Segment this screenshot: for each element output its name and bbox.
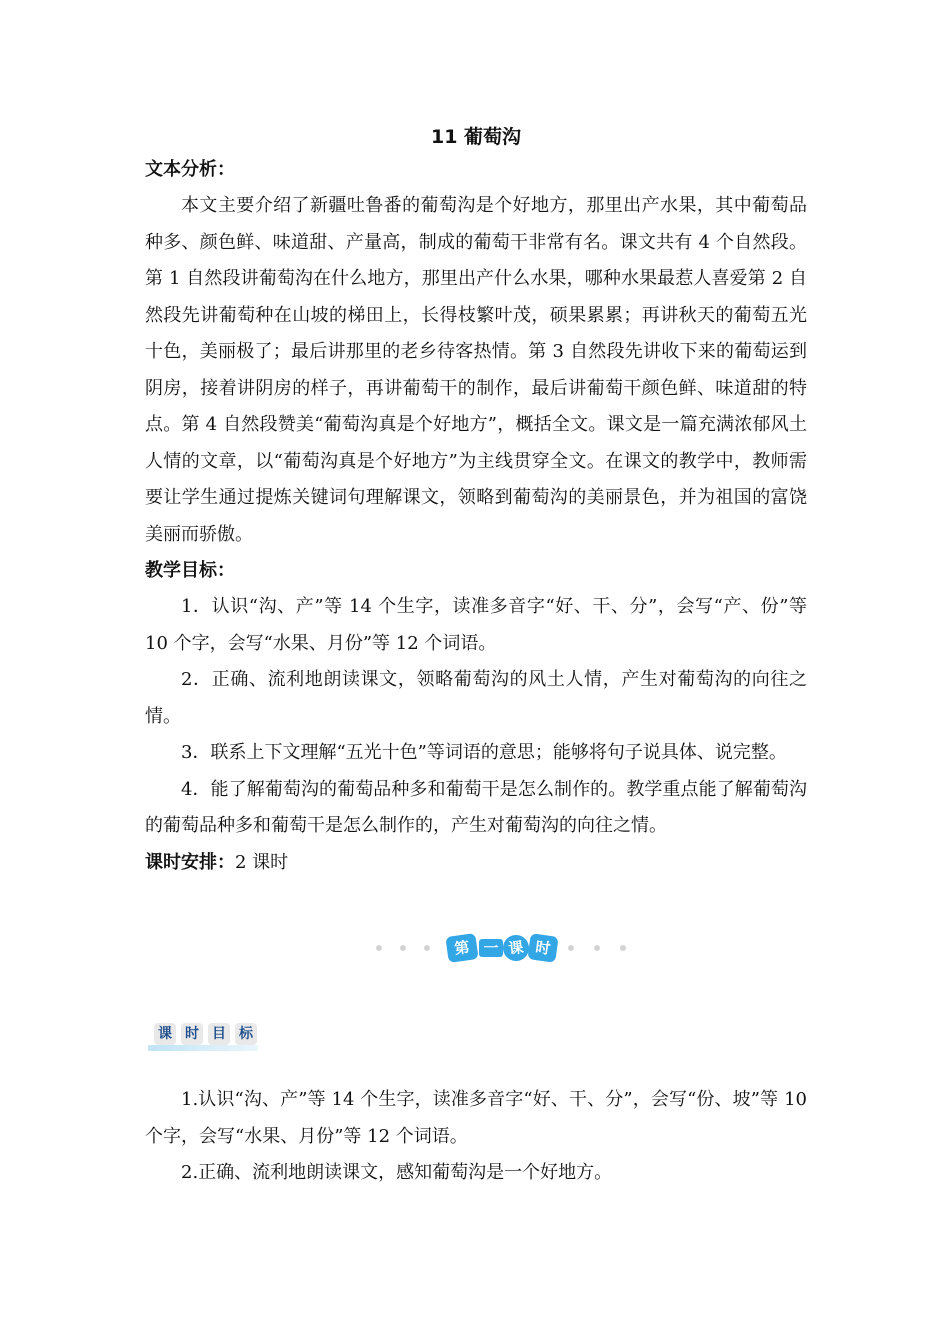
badge-char: 一 [479, 939, 503, 957]
divider-dot [376, 945, 382, 951]
schedule-label: 课时安排： [145, 851, 235, 873]
divider-dot [594, 945, 600, 951]
divider-dot [400, 945, 406, 951]
page-title: 11 葡萄沟 [430, 126, 522, 148]
lesson-goals [145, 1082, 807, 1192]
badge-char: 课 [501, 933, 530, 962]
text-analysis-heading: 文本分析： [145, 159, 235, 180]
badge-char: 第 [445, 933, 478, 963]
tag-char: 时 [181, 1023, 203, 1045]
badge-char: 时 [527, 933, 558, 963]
lesson-goal-item: 2.正确、流利地朗读课文，感知葡萄沟是一个好地方。 [181, 1162, 613, 1183]
divider-dot [568, 945, 574, 951]
tag-char: 标 [235, 1023, 257, 1045]
divider-dot [620, 945, 626, 951]
tag-char: 课 [154, 1023, 176, 1045]
teaching-goal-item: 1．认识“沟、产”等 14 个生字，读准多音字“好、干、分”，会写“产、份”等 10 个字，会写“水果、月份”等 12 个词语。 [145, 596, 807, 654]
first-lesson-badge [445, 933, 557, 965]
lesson-goal-item: 1.认识“沟、产”等 14 个生字，读准多音字“好、干、分”，会写“份、坡”等 10 个字，会写“水果、月份”等 12 个词语。 [145, 1089, 807, 1147]
teaching-goal-item: 4．能了解葡萄沟的葡萄品种多和葡萄干是怎么制作的。教学重点能了解葡萄沟的葡萄品种多和葡萄干是怎么制作的，产生对葡萄沟的向往之情。 [145, 778, 807, 836]
text-analysis-paragraph: 本文主要介绍了新疆吐鲁番的葡萄沟是个好地方，那里出产水果，其中葡萄品种多、颜色鲜、味道甜、产量高，制成的葡萄干非常有名。课文共有 4 个自然段。第 1 自然段讲葡萄沟在什么地方，那里出产什么水果，哪种水果最惹人喜爱第 2 自然段先讲葡萄种在山坡的梯田上，长得枝繁叶茂，硕果累累；再讲秋天的葡萄五光十色，美丽极了；最后讲那里的老乡待客热情。第 3 自然段先讲收下来的葡萄运到阴房，接着讲阴房的样子，再讲葡萄干的制作，最后讲葡萄干颜色鲜、味道甜的特点。第 4 自然段赞美“葡萄沟真是个好地方”，概括全文。课文是一篇充满浓郁风土人情的文章，以“葡萄沟真是个好地方”为主线贯穿全文。在课文的教学中，教师需要让学生通过提炼关键词句理解课文，领略到葡萄沟的美丽景色，并为祖国的富饶美丽而骄傲。 [145, 195, 807, 545]
lesson-goal-tag [148, 1023, 258, 1053]
main-content [145, 122, 807, 881]
schedule-line [145, 845, 807, 881]
teaching-goals-heading: 教学目标： [145, 560, 235, 581]
tag-underline [148, 1045, 258, 1051]
divider-dot [424, 945, 430, 951]
schedule-value: 2 课时 [235, 851, 289, 873]
tag-char: 目 [208, 1023, 230, 1045]
lesson-divider [0, 928, 950, 968]
teaching-goal-item: 2．正确、流利地朗读课文，领略葡萄沟的风土人情，产生对葡萄沟的向往之情。 [145, 669, 807, 727]
teaching-goal-item: 3．联系上下文理解“五光十色”等词语的意思；能够将句子说具体、说完整。 [181, 742, 787, 763]
